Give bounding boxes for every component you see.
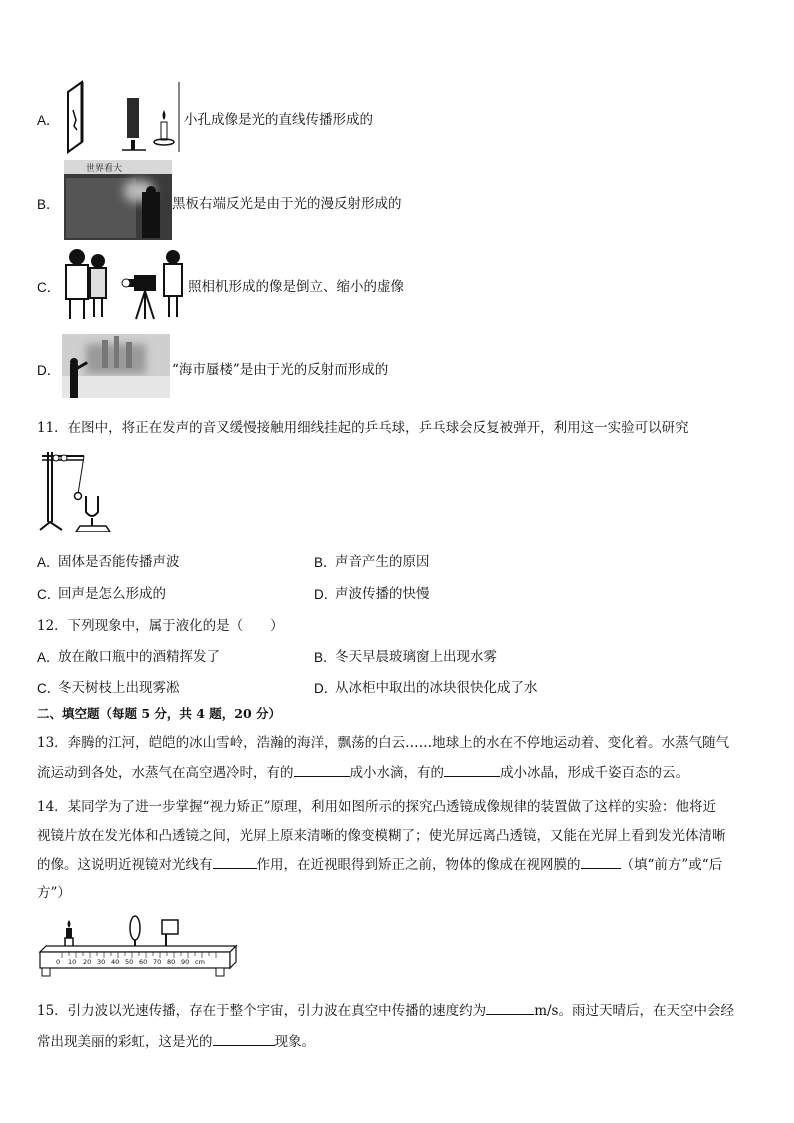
blackboard-sign: 世界看大 xyxy=(86,164,123,174)
q11-option-d-text: 声波传播的快慢 xyxy=(335,586,430,602)
q15-text-a: 15．引力波以光速传播，存在于整个宇宙，引力波在真空中传播的速度约为 xyxy=(37,1003,487,1019)
option-b-letter: B． xyxy=(37,197,60,212)
tuning-fork-figure xyxy=(36,446,116,532)
q12-stem: 12．下列现象中，属于液化的是（ ） xyxy=(37,618,284,634)
option-c-text: 照相机形成的像是倒立、缩小的虚像 xyxy=(188,279,404,295)
ruler-tick: 50 xyxy=(125,958,134,966)
q14-line1: 14．某同学为了进一步掌握“视力矫正”原理，利用如图所示的探究凸透镜成像规律的装置做了这样的实验：他将近 xyxy=(37,799,716,815)
q12-option-c-letter: C． xyxy=(37,681,61,696)
option-d-letter: D． xyxy=(37,363,61,378)
ruler-tick-unit: cm xyxy=(195,958,205,966)
ruler-tick: 10 xyxy=(68,958,77,966)
ruler-tick: 40 xyxy=(111,958,120,966)
q15-blank-1[interactable] xyxy=(486,1013,534,1015)
q14-blank-2[interactable] xyxy=(581,867,621,869)
blackboard-photo xyxy=(64,160,172,240)
q11-option-a-text: 固体是否能传播声波 xyxy=(58,554,180,570)
q12-option-d-letter: D． xyxy=(314,681,338,696)
ruler-tick: 90 xyxy=(181,958,190,966)
q15-line2 xyxy=(37,1030,315,1050)
q13-line2 xyxy=(37,761,689,781)
section-title: 二、填空题（每题 5 分，共 4 题，20 分） xyxy=(37,706,282,721)
option-a-letter: A． xyxy=(37,113,60,128)
q11-option-a-letter: A． xyxy=(37,555,60,570)
ruler-tick: 70 xyxy=(153,958,162,966)
q14-line3 xyxy=(37,853,722,873)
q14-text-b: 作用，在近视眼得到矫正之前，物体的像成在视网膜的 xyxy=(256,857,581,873)
q11-option-b-letter: B． xyxy=(314,555,337,570)
pinhole-camera-figure xyxy=(64,80,182,156)
q14-text-a: 的像。这说明近视镜对光线有 xyxy=(37,857,213,873)
ruler-tick: 20 xyxy=(83,958,92,966)
ruler-tick: 80 xyxy=(167,958,176,966)
option-c-letter: C． xyxy=(37,280,61,295)
q13-blank-1[interactable] xyxy=(294,775,350,777)
q11-option-d-letter: D． xyxy=(314,587,338,602)
q15-blank-2[interactable] xyxy=(213,1044,275,1046)
q12-option-a-letter: A． xyxy=(37,650,60,665)
q11-stem: 11．在图中，将正在发声的音叉缓慢接触用细线挂起的乒乓球，乒乓球会反复被弹开，利用这一实验可以研究 xyxy=(37,420,689,436)
ruler-tick: 30 xyxy=(97,958,106,966)
q12-option-d-text: 从冰柜中取出的冰块很快化成了水 xyxy=(335,680,538,696)
q11-option-b-text: 声音产生的原因 xyxy=(335,554,430,570)
q13-line1: 13．奔腾的江河，皑皑的冰山雪岭，浩瀚的海洋，飘荡的白云……地球上的水在不停地运动着、变化着。水蒸气随气 xyxy=(37,735,730,751)
q12-option-b-text: 冬天早晨玻璃窗上出现水雾 xyxy=(335,649,497,665)
q12-option-a-text: 放在敞口瓶中的酒精挥发了 xyxy=(58,649,220,665)
q15-line1 xyxy=(37,999,734,1019)
q14-text-c: （填“前方”或“后 xyxy=(620,857,723,873)
q13-text-b: 成小水滴，有的 xyxy=(349,765,444,781)
ruler-tick: 0 xyxy=(56,958,61,966)
q15-text-d: 现象。 xyxy=(274,1034,315,1050)
q13-text-c: 成小冰晶，形成千姿百态的云。 xyxy=(500,765,689,781)
q12-option-b-letter: B． xyxy=(314,650,337,665)
option-a-text: 小孔成像是光的直线传播形成的 xyxy=(184,112,373,128)
option-b-text: 黑板右端反光是由于光的漫反射形成的 xyxy=(172,196,402,212)
q15-text-b: m/s。雨过天晴后，在天空中会经 xyxy=(534,1003,734,1019)
ruler-tick: 60 xyxy=(139,958,148,966)
mirage-photo xyxy=(62,334,170,398)
optical-bench-figure xyxy=(38,912,238,982)
q14-blank-1[interactable] xyxy=(213,867,257,869)
camera-figure xyxy=(60,245,188,323)
q12-option-c-text: 冬天树枝上出现雾凇 xyxy=(58,680,180,696)
q11-option-c-text: 回声是怎么形成的 xyxy=(58,586,166,602)
q14-line4: 方”） xyxy=(37,885,71,901)
q15-text-c: 常出现美丽的彩虹，这是光的 xyxy=(37,1034,213,1050)
option-d-text: “海市蜃楼”是由于光的反射而形成的 xyxy=(172,362,389,378)
q14-line2: 视镜片放在发光体和凸透镜之间，光屏上原来清晰的像变模糊了；使光屏远离凸透镜，又能在光屏上看到发光体清晰 xyxy=(37,828,726,844)
q13-text-a: 流运动到各处，水蒸气在高空遇冷时，有的 xyxy=(37,765,294,781)
optical-bench-drawing xyxy=(38,912,238,982)
q11-option-c-letter: C． xyxy=(37,587,61,602)
q13-blank-2[interactable] xyxy=(444,775,500,777)
